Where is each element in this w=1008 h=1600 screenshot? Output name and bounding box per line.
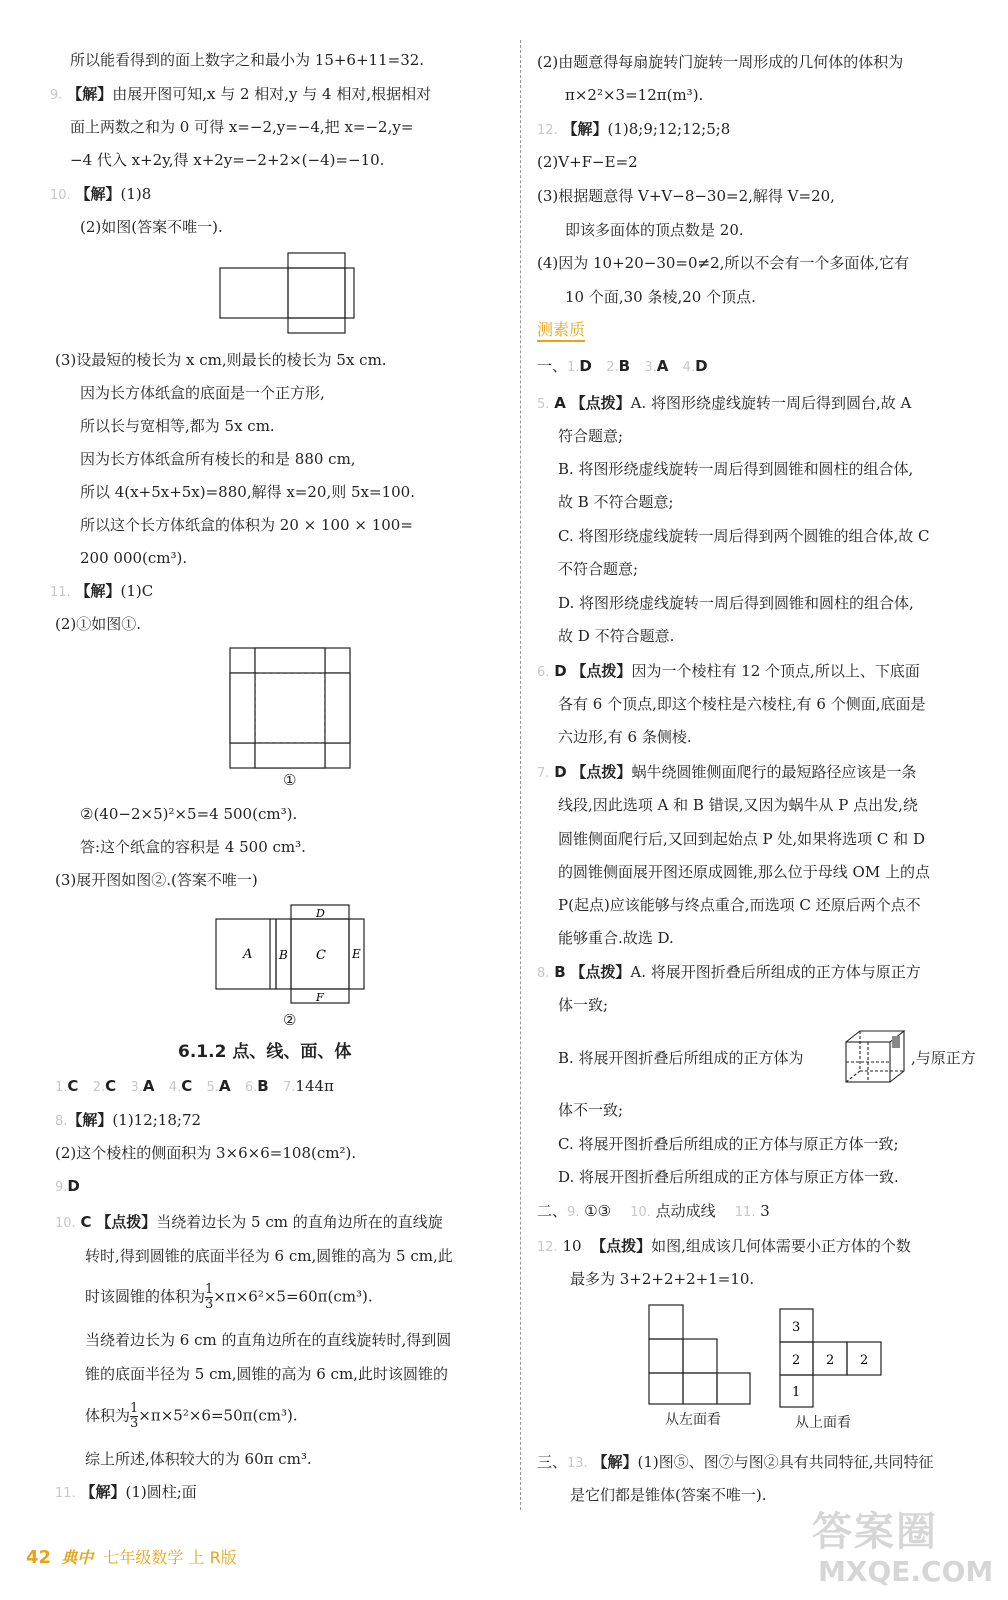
watermark-logo: 答案圈 (812, 1509, 938, 1555)
text-line: 故 D 不符合题意. (558, 627, 675, 645)
view-from-left-diagram (645, 1302, 755, 1407)
text-line: B. 将展开图折叠后所组成的正方体为 (558, 1049, 804, 1067)
face-label-f: F (316, 991, 324, 1004)
part-label: 二、 (537, 1202, 568, 1220)
face-label-b: B (279, 948, 288, 962)
question-11b (55, 1482, 197, 1504)
text-line: C. 将图形绕虚线旋转一周后得到两个圆锥的组合体,故 C (558, 527, 930, 545)
formula-line (85, 1402, 298, 1431)
figure-1-label: ① (283, 771, 297, 789)
text-line: 所以 4(x+5x+5x)=880,解得 x=20,则 5x=100. (80, 483, 415, 501)
question-10b (55, 1212, 443, 1234)
question-number: 3. (130, 1080, 143, 1095)
question-number: 9. (50, 88, 63, 103)
text-line: 综上所述,体积较大的为 60π cm³. (85, 1450, 312, 1468)
text-line: π×2²×3=12π(m³). (565, 86, 704, 104)
answer: D (554, 763, 567, 781)
figure-2-label: ② (283, 1011, 297, 1029)
text-line: −4 代入 x+2y,得 x+2y=−2+2×(−4)=−10. (70, 151, 385, 169)
text-line: (2)V+F−E=2 (537, 153, 638, 171)
page-footer (26, 1545, 237, 1568)
face-label-e: E (352, 947, 361, 961)
text: 蜗牛绕圆锥侧面爬行的最短路径应该是一条 (631, 763, 917, 781)
text-line: (2)①如图①. (55, 615, 142, 633)
text-line: 10 个面,30 条棱,20 个顶点. (565, 288, 756, 306)
question-5 (537, 393, 911, 415)
part-label: 一、 (537, 357, 568, 375)
text-line: (2)由题意得每扇旋转门旋转一周形成的几何体的体积为 (537, 53, 904, 71)
watermark-url: MXQE.COM (818, 1555, 994, 1588)
question-7 (537, 762, 916, 784)
answer: ①③ (584, 1202, 612, 1220)
answer: C (181, 1077, 193, 1095)
answer: A (554, 394, 566, 412)
answer-tag: 【解】 (80, 1483, 126, 1501)
view-left-label: 从左面看 (665, 1412, 721, 1428)
text-line: D. 将图形绕虚线旋转一周后得到圆锥和圆柱的组合体, (558, 594, 914, 612)
top-cell-count: 1 (792, 1385, 801, 1400)
face-label-d: D (316, 907, 325, 920)
text-line: 答:这个纸盒的容积是 4 500 cm³. (80, 838, 306, 856)
numerator: 1 (130, 1401, 139, 1416)
question-number: 12. (537, 1240, 558, 1255)
text-line: B. 将图形绕虚线旋转一周后得到圆锥和圆柱的组合体, (558, 460, 914, 478)
question-number: 4. (682, 360, 696, 375)
answer: C (105, 1077, 117, 1095)
text: 由展开图可知,x 与 2 相对,y 与 4 相对,根据相对 (112, 85, 432, 103)
question-number: 2. (606, 360, 619, 375)
question-number: 9. (567, 1205, 580, 1220)
text-line: 的圆锥侧面展开图还原成圆锥,那么位于母线 OM 上的点 (558, 863, 930, 881)
text-line: 所以长与宽相等,都为 5x cm. (80, 417, 275, 435)
mc-answers (537, 356, 708, 378)
answer: D (579, 357, 592, 375)
answer: 10 (562, 1237, 582, 1255)
question-13 (537, 1452, 934, 1474)
face-label-a: A (243, 947, 253, 962)
answer: B (618, 357, 631, 375)
answer: C (80, 1213, 92, 1231)
net-face (288, 253, 345, 268)
text-line: 因为长方体纸盒所有棱长的和是 880 cm, (80, 450, 356, 468)
question-6 (537, 661, 920, 683)
text-line: 面上两数之和为 0 可得 x=−2,y=−4,把 x=−2,y= (70, 118, 414, 136)
text-line: 因为长方体纸盒的底面是一个正方形, (80, 384, 325, 402)
page-number: 42 (26, 1547, 52, 1568)
text: 体积为 (85, 1406, 131, 1425)
text-line: C. 将展开图折叠后所组成的正方体与原正方体一致; (558, 1135, 899, 1153)
question-number: 8. (55, 1114, 68, 1129)
text: A. 将图形绕虚线旋转一周后得到圆台,故 A (630, 394, 912, 412)
dashed-fold-square (255, 673, 325, 743)
text-line: 所以能看得到的面上数字之和最小为 15+6+11=32. (70, 51, 425, 69)
text: (1)8;9;12;12;5;8 (607, 120, 731, 138)
answer-tag: 【解】 (67, 85, 113, 103)
text: A. 将展开图折叠后所组成的正方体与原正方 (630, 963, 921, 981)
net-face (288, 318, 345, 333)
text-line: 锥的底面半径为 5 cm,圆锥的高为 6 cm,此时该圆锥的 (85, 1365, 448, 1383)
part-label: 三、 (537, 1453, 568, 1471)
text: (1)12;18;72 (112, 1111, 202, 1129)
view-top-label: 从上面看 (795, 1415, 851, 1431)
text-line: 所以这个长方体纸盒的体积为 20 × 100 × 100= (80, 516, 413, 534)
text-line: D. 将展开图折叠后所组成的正方体与原正方体一致. (558, 1168, 899, 1186)
hint-tag: 【点拨】 (571, 763, 632, 781)
question-number: 9. (55, 1180, 68, 1195)
text-line: 体一致; (558, 996, 609, 1014)
text: 如图,组成该几何体需要小正方体的个数 (651, 1237, 911, 1255)
question-9 (50, 84, 431, 106)
answer: A (142, 1077, 155, 1095)
mc-answers (55, 1076, 334, 1098)
text-line: 体不一致; (558, 1101, 624, 1119)
text-line: 是它们都是锥体(答案不唯一). (570, 1486, 767, 1504)
text-line: 六边形,有 6 条侧棱. (558, 728, 692, 746)
text: (1)8 (120, 185, 152, 203)
text: ×π×5²×6=50π(cm³). (138, 1406, 298, 1425)
text-line: 线段,因此选项 A 和 B 错误,又因为蜗牛从 P 点出发,绕 (558, 796, 918, 814)
question-number: 6. (244, 1080, 258, 1095)
question-number: 11. (734, 1205, 756, 1220)
top-cell-count: 2 (826, 1353, 835, 1368)
answer: D (695, 357, 708, 375)
hint-tag: 【点拨】 (591, 1237, 652, 1255)
text-line: (2)如图(答案不唯一). (80, 218, 223, 236)
question-number: 6. (537, 665, 550, 680)
question-number: 4. (168, 1080, 182, 1095)
question-number: 10. (55, 1216, 76, 1231)
text-line: (4)因为 10+20−30=0≠2,所以不会有一个多面体,它有 (537, 254, 910, 272)
question-number: 13. (567, 1456, 588, 1471)
text: (1)圆柱;面 (125, 1483, 197, 1501)
question-number: 11. (50, 585, 71, 600)
question-number: 11. (55, 1486, 76, 1501)
text: (1)图⑤、图⑦与图②具有共同特征,共同特征 (637, 1453, 934, 1471)
hint-tag: 【点拨】 (571, 662, 632, 680)
top-cell-count: 3 (792, 1320, 801, 1335)
question-number: 5. (206, 1080, 219, 1095)
question-10 (50, 184, 151, 206)
text: 当绕着边长为 5 cm 的直角边所在的直线旋 (156, 1213, 443, 1231)
fill-blank-answers (537, 1201, 770, 1223)
hint-tag: 【点拨】 (96, 1213, 157, 1231)
question-number: 10. (630, 1205, 651, 1220)
text-line: 能够重合.故选 D. (558, 929, 674, 947)
text-line: 不符合题意; (558, 560, 639, 578)
numerator: 1 (205, 1282, 214, 1297)
answer-tag: 【解】 (67, 1111, 113, 1129)
text: 时该圆锥的体积为 (85, 1287, 206, 1306)
denominator: 3 (130, 1416, 139, 1431)
answer: A (656, 357, 669, 375)
view-from-top-diagram (777, 1306, 885, 1408)
answer: 3 (760, 1202, 770, 1220)
answer: C (67, 1077, 79, 1095)
question-11 (50, 581, 153, 603)
answer: A (218, 1077, 231, 1095)
top-cell-count: 2 (860, 1353, 869, 1368)
column-divider (520, 40, 521, 1510)
answer: B (257, 1077, 269, 1095)
text-line: ,与原正方 (911, 1049, 976, 1067)
text: ×π×6²×5=60π(cm³). (213, 1287, 373, 1306)
book-title: 七年级数学 上 R版 (103, 1548, 237, 1567)
net-face (288, 268, 345, 318)
question-12 (537, 119, 730, 141)
text-line: 各有 6 个顶点,即这个棱柱是六棱柱,有 6 个侧面,底面是 (558, 695, 926, 713)
text-line: (2)这个棱柱的侧面积为 3×6×6=108(cm²). (55, 1144, 357, 1162)
question-number: 7. (283, 1080, 296, 1095)
answer-tag: 【解】 (562, 120, 608, 138)
cube-icon (843, 1028, 909, 1086)
section-title: 6.1.2 点、线、面、体 (178, 1042, 352, 1062)
figure-2-cuboid-net (213, 902, 373, 1010)
text-line: 故 B 不符合题意; (558, 493, 674, 511)
hint-tag: 【点拨】 (570, 963, 631, 981)
question-8 (537, 962, 921, 984)
face-label-c: C (316, 948, 326, 963)
text-line: P(起点)应该能够与终点重合,而选项 C 还原后两个点不 (558, 896, 921, 914)
text-line: (3)展开图如图②.(答案不唯一) (55, 871, 258, 889)
text-line: 当绕着边长为 6 cm 的直角边所在的直线旋转时,得到圆 (85, 1331, 452, 1349)
denominator: 3 (205, 1297, 214, 1312)
answer: D (67, 1177, 80, 1195)
answer-tag: 【解】 (592, 1453, 638, 1471)
question-number: 8. (537, 966, 550, 981)
question-12b (537, 1236, 911, 1258)
text-line: (3)根据题意得 V+V−8−30=2,解得 V=20, (537, 187, 835, 205)
text: 因为一个棱柱有 12 个顶点,所以上、下底面 (631, 662, 920, 680)
answer: 144π (295, 1077, 334, 1095)
text-line: (3)设最短的棱长为 x cm,则最长的棱长为 5x cm. (55, 351, 387, 369)
text-line: ②(40−2×5)²×5=4 500(cm³). (80, 805, 298, 823)
formula-line (85, 1283, 373, 1312)
net-face (345, 268, 354, 318)
top-cell-count: 2 (792, 1353, 801, 1368)
answer: B (554, 963, 566, 981)
question-number: 2. (92, 1080, 106, 1095)
answer-tag: 【解】 (75, 185, 121, 203)
question-number: 1. (567, 360, 580, 375)
answer: D (554, 662, 567, 680)
text: (1)C (120, 582, 154, 600)
answer-tag: 【解】 (75, 582, 121, 600)
text-line: 最多为 3+2+2+2+1=10. (570, 1270, 755, 1288)
question-number: 7. (537, 766, 550, 781)
brand-logo: 典中 (61, 1548, 94, 1567)
figure-1-open-box-net (225, 645, 355, 770)
text-line: 符合题意; (558, 427, 624, 445)
section-banner: 测素质 (537, 320, 585, 342)
net-figure-box (215, 250, 355, 338)
question-number: 1. (55, 1080, 68, 1095)
question-number: 10. (50, 188, 71, 203)
net-face (220, 268, 288, 318)
answer: 点动成线 (655, 1202, 716, 1220)
hint-tag: 【点拨】 (570, 394, 631, 412)
text-line: 转时,得到圆锥的底面半径为 6 cm,圆锥的高为 5 cm,此 (85, 1247, 453, 1265)
question-number: 12. (537, 123, 558, 138)
text-line: 即该多面体的顶点数是 20. (565, 221, 744, 239)
text-line: 200 000(cm³). (80, 549, 188, 567)
question-9b (55, 1176, 80, 1198)
question-number: 5. (537, 397, 550, 412)
question-8 (55, 1110, 201, 1132)
question-number: 3. (644, 360, 657, 375)
text-line: 圆锥侧面爬行后,又回到起始点 P 处,如果将选项 C 和 D (558, 830, 925, 848)
